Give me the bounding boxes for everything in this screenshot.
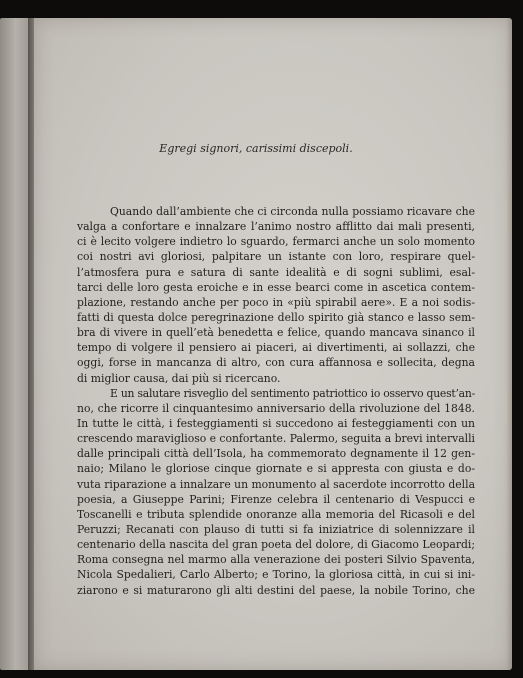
body-text (77, 204, 475, 598)
text-line: Peruzzi; Recanati con plauso di tutti si fa iniziatrice di solennizzare il (77, 522, 475, 536)
text-line: poesia, a Giuseppe Parini; Firenze celebra il centenario di Vespucci e (77, 492, 475, 506)
text-line: plazione, restando anche per poco in «più spirabil aere». E a noi sodis- (77, 295, 475, 309)
text-line: Quando dall’ambiente che ci circonda nulla possiamo ricavare che (110, 205, 475, 218)
text-line: tarci delle loro gesta eroiche e in esse bearci come in ascetica contem- (77, 280, 475, 294)
text-line: Roma consegna nel marmo alla venerazione dei posteri Silvio Spaventa, (77, 553, 475, 567)
text-line: ci è lecito volgere indietro lo sguardo, fermarci anche un solo momento (77, 235, 475, 249)
text-line: vuta riparazione a innalzare un monumento al sacerdote incorrotto della (77, 477, 475, 491)
text-line: dalle principali città dell’Isola, ha commemorato degnamente il 12 gen- (77, 447, 475, 461)
paragraph-2 (77, 386, 475, 598)
text-line: centenario della nascita del gran poeta del dolore, di Giacomo Leopardi; (77, 538, 475, 552)
text-line: no, che ricorre il cinquantesimo anniversario della rivoluzione del 1848. (77, 401, 475, 415)
text-line: valga a confortare e innalzare l’animo nostro afflitto dai mali presenti, (77, 220, 475, 234)
text-line: crescendo maraviglioso e confortante. Palermo, seguita a brevi intervalli (77, 432, 475, 446)
text-line: In tutte le città, i festeggiamenti si succedono ai festeggiamenti con un (77, 416, 475, 430)
salutation: Egregi signori, carissimi discepoli. (159, 142, 353, 155)
paragraph-1 (77, 204, 475, 386)
text-line: ziarono e si maturarono gli alti destini del paese, la nobile Torino, che (77, 583, 475, 597)
text-line: E un salutare risveglio del sentimento patriottico io osservo quest’an- (110, 386, 475, 400)
text-line: oggi, forse in mancanza di altro, con cura affannosa e sollecita, degna (77, 356, 475, 370)
page-edge-shading (506, 18, 512, 670)
text-line: Toscanelli e tributa splendide onoranze alla memoria del Ricasoli e del (77, 507, 475, 521)
text-line: tempo di volgere il pensiero ai piaceri, ai divertimenti, ai sollazzi, che (77, 341, 475, 355)
text-line: Nicola Spedalieri, Carlo Alberto; e Torino, la gloriosa città, in cui si ini- (77, 568, 475, 582)
text-line: l’atmosfera pura e satura di sante idealità e di sogni sublimi, esal- (77, 265, 475, 279)
text-line: di miglior causa, dai più si ricercano. (77, 371, 281, 385)
text-line: naio; Milano le gloriose cinque giornate e si appresta con giusta e do- (77, 462, 475, 476)
text-line: bra di vivere in quell’età benedetta e felice, quando mancava sinanco il (77, 326, 475, 340)
text-line: fatti di questa dolce peregrinazione dello spirito già stanco e lasso sem- (77, 310, 475, 324)
text-line: coi nostri avi gloriosi, palpitare un istante con loro, respirare quel- (77, 250, 475, 264)
previous-page-edge (0, 18, 29, 670)
